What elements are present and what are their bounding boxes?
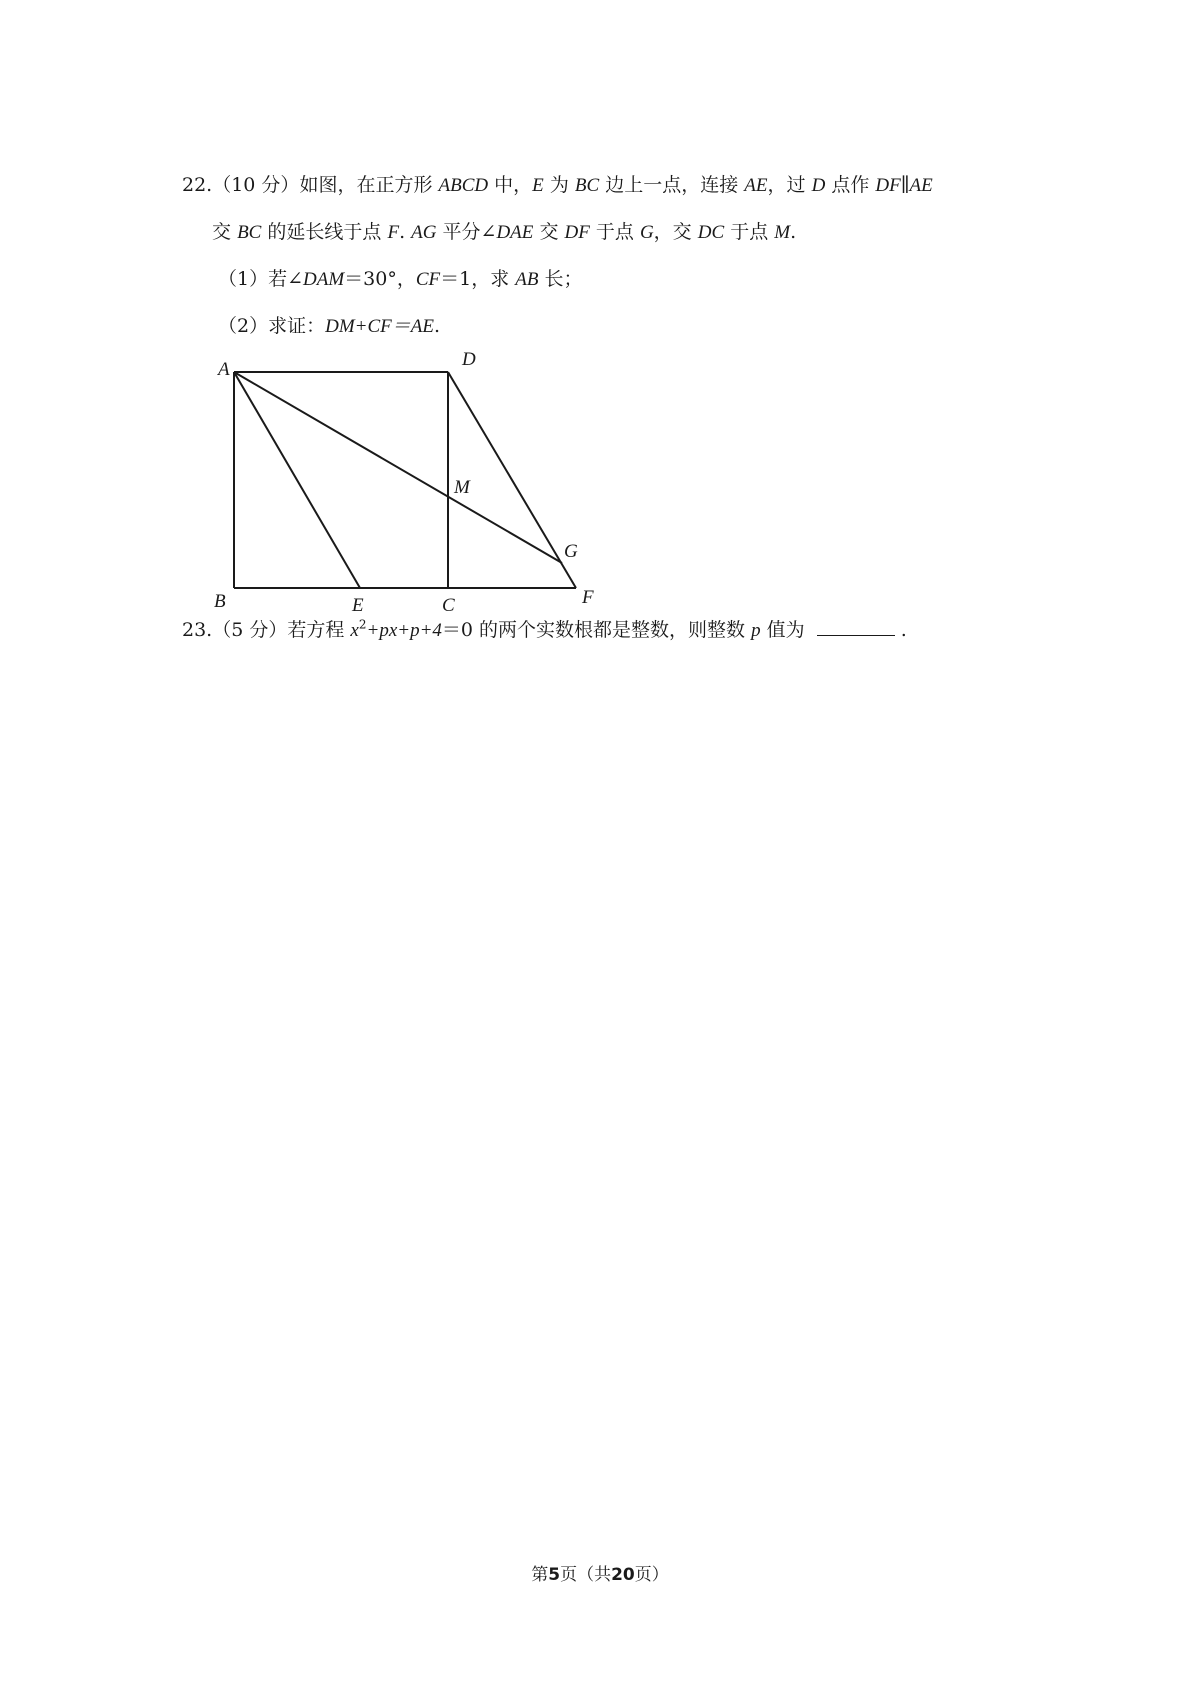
footer-text: 第: [531, 1565, 549, 1585]
q23-score: （5 分）: [212, 619, 288, 641]
var-bc: BC: [574, 175, 600, 196]
q22-score: （10 分）: [212, 174, 300, 196]
q22-text: .: [790, 221, 797, 243]
var-ab: AB: [515, 269, 539, 290]
var-cf: CF: [415, 269, 441, 290]
var-dam: DAM: [303, 269, 345, 290]
sub1-text: 长；: [544, 268, 583, 290]
q23-text-line1: [182, 616, 907, 645]
point-label-m: M: [454, 477, 470, 498]
q23-text: .: [900, 619, 907, 641]
q23-text: 若方程: [287, 619, 345, 641]
segment-ag: [234, 372, 562, 563]
var-bc: BC: [237, 222, 262, 243]
q22-text: ，交: [653, 221, 692, 243]
sub1-text: ＝30°，: [344, 268, 416, 290]
q22-text: .: [399, 221, 406, 243]
q23-text: 值为: [766, 619, 805, 641]
var-d: D: [811, 175, 826, 196]
var-f: F: [387, 222, 400, 243]
q23-text: ＝0 的两个实数根都是整数，则整数: [441, 619, 746, 641]
exponent: 2: [358, 617, 367, 632]
q22-text-line1: [182, 171, 933, 200]
segment-ae: [234, 372, 360, 588]
q22-text: 如图，在正方形: [299, 174, 433, 196]
point-label-a: A: [218, 359, 230, 380]
point-label-b: B: [214, 591, 226, 612]
page-footer: [0, 1560, 1200, 1585]
q22-text: 交: [539, 221, 559, 243]
point-label-d: D: [462, 349, 476, 370]
footer-text: 页（共: [560, 1565, 612, 1585]
var-df: DF: [564, 222, 590, 243]
sub1-text: （1）若∠: [218, 268, 304, 290]
var-x: x: [350, 620, 359, 641]
geometry-figure: [200, 345, 620, 615]
sub2-text: .: [433, 315, 441, 337]
answer-blank[interactable]: [817, 617, 895, 636]
var-g: G: [639, 222, 654, 243]
var-ae: AE: [744, 175, 768, 196]
point-label-e: E: [352, 595, 364, 615]
q22-text: 的延长线于点: [267, 221, 382, 243]
total-pages: 20: [611, 1565, 635, 1585]
q22-text: 为: [549, 174, 569, 196]
point-label-f: F: [582, 587, 594, 608]
sub1-text: ＝1，求: [440, 268, 510, 290]
q22-subquestion-2: [218, 312, 440, 341]
q22-text: ，过: [767, 174, 806, 196]
point-label-c: C: [442, 595, 455, 615]
var-equation-rest: +px+p+4: [366, 620, 442, 641]
point-label-g: G: [564, 541, 578, 562]
q22-text: 边上一点，连接: [605, 174, 739, 196]
var-ag: AG: [411, 222, 437, 243]
q22-number: 22.: [182, 174, 213, 196]
q22-subquestion-1: [218, 265, 583, 294]
q22-text-line2: [212, 218, 796, 247]
var-abcd: ABCD: [438, 175, 489, 196]
var-dc: DC: [697, 222, 725, 243]
sub2-text: （2）求证：: [218, 315, 326, 337]
q23-number: 23.: [182, 619, 213, 641]
q22-text: 于点: [730, 221, 769, 243]
var-p: p: [751, 620, 761, 641]
q22-text: 于点: [595, 221, 634, 243]
var-dae: DAE: [496, 222, 534, 243]
footer-text: 页）: [634, 1565, 669, 1585]
page-number: 5: [548, 1565, 561, 1585]
var-df-parallel-ae: DF∥AE: [875, 175, 933, 196]
q22-text: 交: [212, 221, 232, 243]
q22-text: 中，: [494, 174, 533, 196]
var-e: E: [532, 175, 544, 196]
var-proof-expression: DM+CF＝AE: [325, 316, 434, 337]
q22-text: 平分∠: [442, 221, 497, 243]
q22-text: 点作: [831, 174, 870, 196]
var-m: M: [774, 222, 791, 243]
